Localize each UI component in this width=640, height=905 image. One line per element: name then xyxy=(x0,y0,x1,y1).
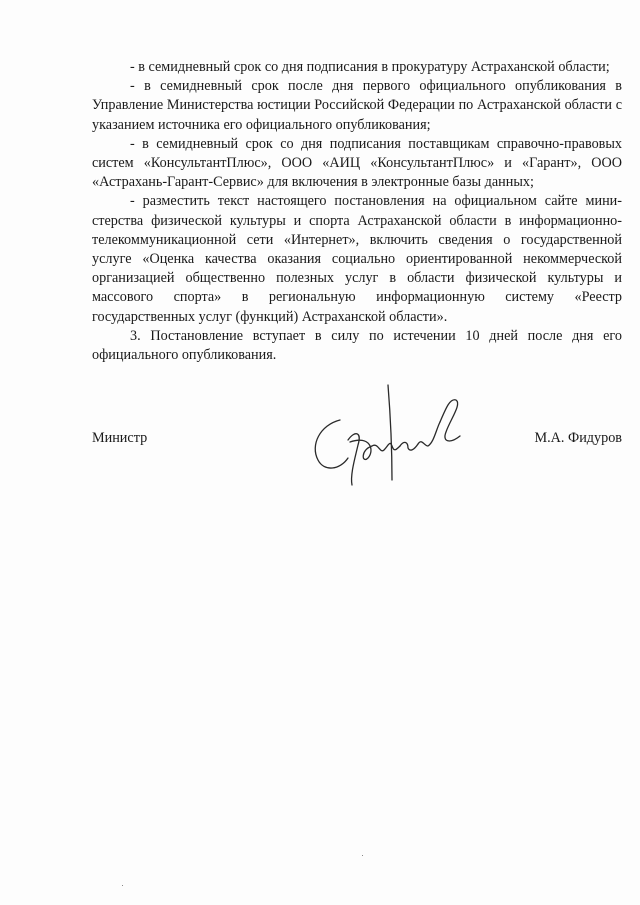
paragraph-effective-date: 3. Постановление вступает в силу по истечении 10 дней после дня его официального опубликования. xyxy=(92,327,622,364)
signature-block xyxy=(92,430,622,470)
scan-speck xyxy=(362,855,363,856)
signatory-name: М.А. Фидуров xyxy=(534,430,622,446)
paragraph-justice-ministry: - в семидневный срок после дня первого официального опубликования в Управление Министерства юстиции Российской Федерации по Астраханской области с указанием источника его официального опубликования; xyxy=(92,78,622,133)
paragraph-legal-systems: - в семидневный срок со дня подписания поставщикам справочно-правовых систем «КонсультантПлюс», ООО «АИЦ «КонсультантПлюс» и «Гарант», ООО «Астрахань-Гарант-Сервис» для включения в электронные базы данных; xyxy=(92,135,622,191)
paragraph-publish-website: - разместить текст настоящего постановления на официальном сайте министерства физической культуры и спорта Астраханской области в информационно-телекоммуникационной сети «Интернет», включить сведения о государственной услуге «Оценка качества оказания социально ориентированной некоммерческой организацией общественно полезных услуг в области физической культуры и массового спорта» в региональную информационную систему «Реестр государственных услуг (функций) Астраханской области». xyxy=(92,193,622,325)
paragraph-prosecutor: - в семидневный срок со дня подписания в прокуратуру Астраханской области; xyxy=(130,59,610,75)
scan-speck xyxy=(122,885,123,886)
document-body xyxy=(92,58,622,365)
signatory-title: Министр xyxy=(92,430,148,446)
